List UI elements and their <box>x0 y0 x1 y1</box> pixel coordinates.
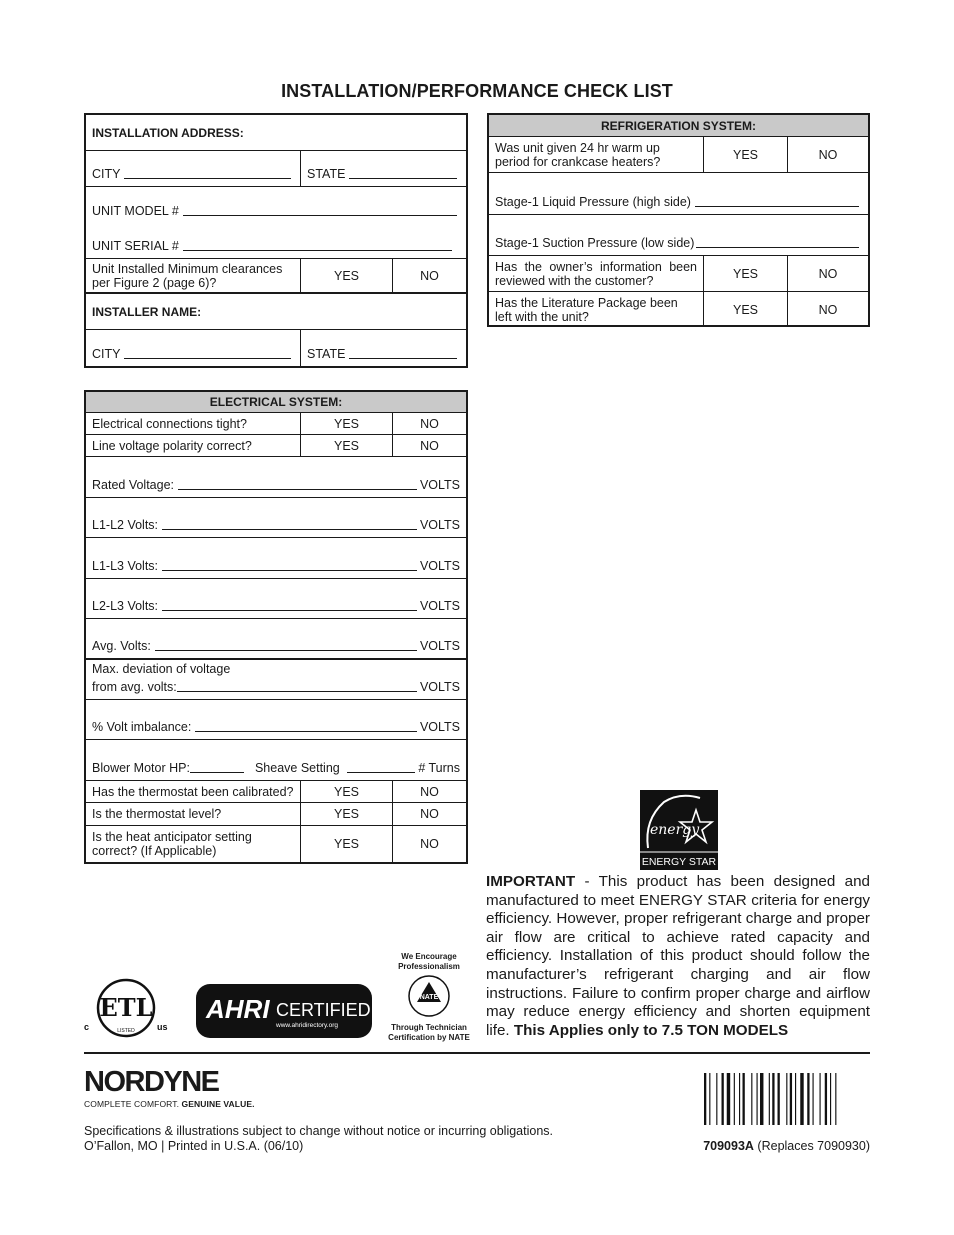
connections-no[interactable]: NO <box>392 413 466 434</box>
anticipator-question: Is the heat anticipator setting correct? (If Applicable) <box>92 830 252 858</box>
installation-address-box <box>84 113 468 368</box>
warmup-yes[interactable]: YES <box>703 137 787 172</box>
rated-voltage-field[interactable]: Rated Voltage: VOLTS <box>92 478 460 492</box>
owner-info-yes[interactable]: YES <box>703 256 787 291</box>
connections-yes[interactable]: YES <box>300 413 392 434</box>
literature-yes[interactable]: YES <box>703 292 787 327</box>
connections-question: Electrical connections tight? <box>92 416 247 431</box>
suction-pressure-field[interactable]: Stage-1 Suction Pressure (low side) <box>489 215 868 255</box>
nordyne-logo: NORDYNE <box>84 1066 219 1098</box>
literature-no[interactable]: NO <box>787 292 868 327</box>
electrical-system-box <box>84 390 468 864</box>
owner-info-no[interactable]: NO <box>787 256 868 291</box>
level-no[interactable]: NO <box>392 803 466 825</box>
footer-divider <box>84 1052 870 1054</box>
footer-location: O’Fallon, MO | Printed in U.S.A. (06/10) <box>84 1139 304 1153</box>
electrical-header: ELECTRICAL SYSTEM: <box>86 392 466 412</box>
svg-text:us: us <box>157 1022 168 1032</box>
unit-serial-field[interactable]: UNIT SERIAL # <box>86 223 466 258</box>
clearance-yes[interactable]: YES <box>300 259 392 292</box>
svg-text:www.ahridirectory.org: www.ahridirectory.org <box>276 1022 339 1029</box>
svg-text:ENERGY STAR: ENERGY STAR <box>641 856 717 868</box>
svg-text:AHRI: AHRI <box>206 994 270 1024</box>
barcode <box>704 1073 869 1125</box>
polarity-yes[interactable]: YES <box>300 435 392 456</box>
refrigeration-system-box <box>487 113 870 327</box>
footer-disclaimer: Specifications & illustrations subject to change without notice or incurring obligations. <box>84 1124 554 1138</box>
ahri-certified-logo <box>196 984 372 1038</box>
anticipator-no[interactable]: NO <box>392 826 466 862</box>
svg-text:c: c <box>84 1022 90 1032</box>
etl-listed-logo <box>84 978 176 1038</box>
calibrated-yes[interactable]: YES <box>300 781 392 802</box>
state-field[interactable]: STATE <box>300 151 466 186</box>
city-field[interactable]: CITY <box>86 151 300 186</box>
level-question: Is the thermostat level? <box>92 807 222 821</box>
calibrated-no[interactable]: NO <box>392 781 466 802</box>
calibrated-question: Has the thermostat been calibrated? <box>92 784 294 799</box>
anticipator-yes[interactable]: YES <box>300 826 392 862</box>
page-title: INSTALLATION/PERFORMANCE CHECK LIST <box>281 81 673 101</box>
warmup-no[interactable]: NO <box>787 137 868 172</box>
installation-address-label: INSTALLATION ADDRESS: <box>92 125 244 140</box>
l2-l3-volts-field[interactable]: L2-L3 Volts: VOLTS <box>92 599 460 613</box>
level-yes[interactable]: YES <box>300 803 392 825</box>
clearance-no[interactable]: NO <box>392 259 466 292</box>
installer-state-field[interactable]: STATE <box>300 330 466 366</box>
svg-text:ETL: ETL <box>99 993 153 1022</box>
svg-text:energy: energy <box>650 822 700 838</box>
energy-star-logo <box>640 790 718 870</box>
nordyne-tagline: COMPLETE COMFORT. GENUINE VALUE. <box>84 1099 255 1109</box>
installer-name-label: INSTALLER NAME: <box>92 304 202 319</box>
avg-volts-field[interactable]: Avg. Volts: VOLTS <box>92 639 460 653</box>
blower-motor-field[interactable]: Blower Motor HP: Sheave Setting # Turns <box>92 761 460 775</box>
polarity-question: Line voltage polarity correct? <box>92 438 252 453</box>
clearance-question: Unit Installed Minimum clearances per Figure 2 (page 6)? <box>92 261 283 290</box>
svg-text:CERTIFIED: CERTIFIED <box>276 1000 371 1020</box>
refrigeration-header: REFRIGERATION SYSTEM: <box>489 115 868 136</box>
installer-city-field[interactable]: CITY <box>86 330 300 366</box>
liquid-pressure-field[interactable]: Stage-1 Liquid Pressure (high side) <box>489 173 868 214</box>
owner-info-question: Has the owner’s information been reviewed with the customer? <box>495 259 697 288</box>
max-deviation-field[interactable]: Max. deviation of voltage from avg. volts: VOLTS <box>92 662 460 694</box>
document-number: 709093A (Replaces 7090930) <box>703 1139 870 1153</box>
svg-text:NATE: NATE <box>419 994 439 1001</box>
l1-l3-volts-field[interactable]: L1-L3 Volts: VOLTS <box>92 559 460 573</box>
important-notice: IMPORTANT - This product has been designed and manufactured to meet ENERGY STAR criteria for energy efficiency. However, proper refrigerant charge and proper air flow are critical to achieve rated capacity and efficiency. Installation of this product should follow the manufacturer’s refrigerant charging and air flow instructions. Failure to confirm proper charge and airflow may reduce energy efficiency and shorten equipment life. This Applies only to 7.5 TON MODELS <box>486 873 870 1039</box>
warmup-question: Was unit given 24 hr warm up period for crankcase heaters? <box>495 140 661 169</box>
nate-logo: We Encourage Professionalism NATE Through Technician Certification by NATE <box>388 952 470 1042</box>
literature-question: Has the Literature Package been left with the unit? <box>495 295 678 324</box>
polarity-no[interactable]: NO <box>392 435 466 456</box>
svg-text:LISTED: LISTED <box>117 1028 135 1034</box>
volt-imbalance-field[interactable]: % Volt imbalance: VOLTS <box>92 720 460 734</box>
unit-model-field[interactable]: UNIT MODEL # <box>86 187 466 223</box>
nate-seal-icon <box>407 974 451 1018</box>
l1-l2-volts-field[interactable]: L1-L2 Volts: VOLTS <box>92 518 460 532</box>
